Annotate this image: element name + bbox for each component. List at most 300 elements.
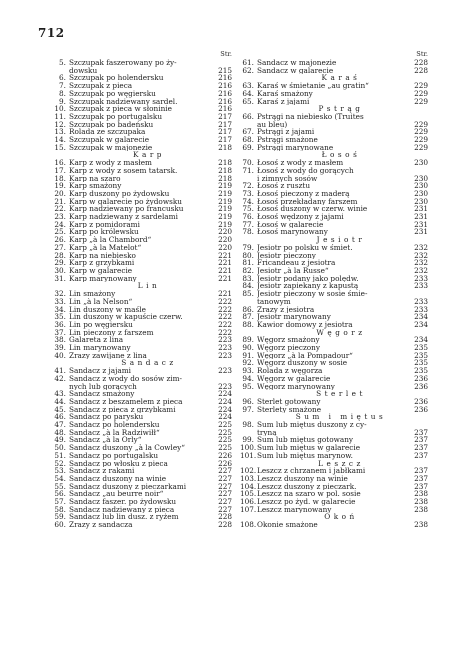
entry-page: 233 bbox=[414, 304, 428, 314]
entry-number: 32. bbox=[54, 289, 66, 299]
toc-entry bbox=[52, 390, 232, 398]
entry-number: 43. bbox=[54, 389, 66, 399]
entry-page: 219 bbox=[218, 219, 232, 229]
toc-entry bbox=[52, 521, 232, 529]
entry-number: 21. bbox=[54, 196, 66, 206]
entry-number: 54. bbox=[54, 473, 66, 483]
entry-page: 231 bbox=[414, 212, 428, 222]
toc-entry bbox=[240, 59, 428, 67]
entry-title: Leszcz duszony z pieczark. bbox=[257, 482, 357, 491]
entry-title: Jesiotr podany jako polędw. bbox=[257, 274, 359, 283]
entry-title: Karp marynowany bbox=[69, 274, 137, 283]
entry-title: Karp z wody z sosem tatarsk. bbox=[69, 166, 178, 175]
entry-number: 5. bbox=[59, 58, 66, 67]
entry-title: Leszcz na szaro w pol. sosie bbox=[257, 490, 361, 499]
entry-page: 234 bbox=[414, 335, 428, 345]
entry-title: Karp duszony po żydowsku bbox=[69, 189, 170, 198]
entry-title: Sandacz z wody do sosów zim- bbox=[69, 374, 183, 383]
entry-number: 35. bbox=[54, 312, 66, 322]
toc-entry bbox=[52, 182, 232, 190]
entry-number: 70. bbox=[242, 158, 254, 168]
entry-number: 102. bbox=[240, 466, 257, 476]
entry-title: Karaś z jajami bbox=[257, 97, 310, 106]
entry-title: Jesiotr „à la Russe“ bbox=[257, 266, 329, 275]
entry-number: 26. bbox=[54, 235, 66, 245]
page-column-header: Str. bbox=[416, 50, 428, 58]
entry-title: Sandacz nadziewany z pieca bbox=[69, 505, 175, 514]
toc-entry bbox=[52, 74, 232, 82]
toc-entry-continuation bbox=[240, 121, 428, 129]
entry-number: 14. bbox=[54, 135, 66, 145]
entry-title: Zrazy z jesiotra bbox=[257, 305, 315, 314]
entry-title: Leszcz z chrzanem i jabłkami bbox=[257, 467, 366, 475]
entry-number: 20. bbox=[54, 188, 66, 198]
entry-page: 227 bbox=[218, 504, 232, 514]
entry-number: 53. bbox=[54, 466, 66, 476]
entry-title: Łosoś wędzony z jajami bbox=[257, 213, 344, 221]
entry-title: Szczupak po badeńsku bbox=[69, 120, 154, 129]
entry-page: 231 bbox=[414, 219, 428, 229]
entry-title: i zimnych sosów bbox=[257, 174, 318, 183]
entry-page: 222 bbox=[218, 304, 232, 314]
toc-entry bbox=[240, 398, 428, 406]
entry-number: 51. bbox=[54, 450, 66, 460]
toc-entry bbox=[52, 375, 232, 383]
entry-number: 100. bbox=[240, 443, 257, 453]
section-heading: Sterlet bbox=[316, 389, 366, 399]
entry-title: Zrazy z sandacza bbox=[69, 521, 133, 529]
entry-title: Okonie smażone bbox=[257, 521, 318, 529]
entry-page: 219 bbox=[218, 212, 232, 222]
toc-left-column bbox=[52, 50, 232, 529]
entry-number: 52. bbox=[54, 458, 66, 468]
entry-title: Karp z pomidorami bbox=[69, 220, 140, 229]
entry-page: 217 bbox=[218, 135, 232, 145]
entry-page: 216 bbox=[218, 81, 232, 91]
entry-title: Lin pieczony z farszem bbox=[69, 328, 154, 337]
entry-number: 6. bbox=[59, 73, 66, 83]
toc-entry bbox=[52, 105, 232, 113]
entry-title: Jesiotr marynowany bbox=[257, 313, 331, 321]
entry-title: Lin duszony w kapuście czerw. bbox=[69, 313, 183, 321]
entry-number: 38. bbox=[54, 335, 66, 345]
toc-entry bbox=[240, 336, 428, 344]
toc-entry-continuation bbox=[52, 67, 232, 75]
entry-page: 236 bbox=[414, 381, 428, 391]
entry-number: 56. bbox=[54, 489, 66, 499]
entry-page: 237 bbox=[414, 450, 428, 460]
entry-number: 98. bbox=[242, 420, 254, 430]
toc-entry bbox=[240, 136, 428, 144]
toc-entry bbox=[52, 82, 232, 90]
entry-number: 19. bbox=[54, 181, 66, 191]
entry-number: 71. bbox=[242, 165, 254, 175]
entry-title: Pstrągi smażone bbox=[257, 136, 318, 144]
entry-title: Węgorz smażony bbox=[257, 336, 320, 345]
entry-page: 223 bbox=[218, 343, 232, 353]
entry-number: 45. bbox=[54, 404, 66, 414]
toc-entry bbox=[52, 406, 232, 414]
entry-title: Lin „à la Nelson“ bbox=[69, 297, 133, 306]
entry-page: 227 bbox=[218, 481, 232, 491]
entry-number: 28. bbox=[54, 250, 66, 260]
entry-number: 18. bbox=[54, 173, 66, 183]
entry-page: 237 bbox=[414, 466, 428, 476]
entry-title: Sum lub miętus gotowany bbox=[257, 436, 354, 445]
entry-title: Łosoś z rusztu bbox=[257, 182, 311, 190]
entry-page: 228 bbox=[218, 512, 232, 522]
entry-page: 236 bbox=[414, 373, 428, 383]
entry-title: Sandacz z rakami bbox=[69, 467, 135, 475]
toc-right-column bbox=[240, 50, 428, 529]
entry-title: Karp w galarecie bbox=[69, 266, 133, 275]
entry-page: 220 bbox=[218, 235, 232, 245]
section-heading: Okoń bbox=[324, 512, 358, 522]
entry-number: 50. bbox=[54, 443, 66, 453]
entry-title: Szczupak po węgiersku bbox=[69, 89, 156, 98]
entry-page: 238 bbox=[414, 489, 428, 499]
entry-page: 237 bbox=[414, 481, 428, 491]
entry-page: 223 bbox=[218, 350, 232, 360]
entry-page: 225 bbox=[218, 443, 232, 453]
entry-title: Węgorz „à la Pompadour“ bbox=[257, 351, 353, 360]
entry-number: 72. bbox=[242, 181, 254, 191]
entry-title: Zrazy zawijane z lina bbox=[69, 351, 147, 360]
entry-title: Węgorz pieczony bbox=[257, 344, 321, 352]
toc-entry bbox=[240, 259, 428, 267]
toc-entry bbox=[52, 367, 232, 375]
entry-page: 222 bbox=[218, 319, 232, 329]
entry-page: 226 bbox=[218, 450, 232, 460]
entry-number: 92. bbox=[242, 358, 254, 368]
toc-entry bbox=[240, 436, 428, 444]
toc-entry bbox=[52, 506, 232, 514]
entry-title: Kawior domowy z jesiotra bbox=[257, 320, 353, 329]
toc-entry bbox=[52, 236, 232, 244]
entry-number: 29. bbox=[54, 258, 66, 268]
toc-entry bbox=[240, 490, 428, 498]
entry-number: 24. bbox=[54, 219, 66, 229]
entry-title: Sandacz „à la Radziwiłł“ bbox=[69, 428, 160, 437]
entry-title: Karp po królewsku bbox=[69, 228, 139, 237]
toc-entry bbox=[52, 244, 232, 252]
entry-page: 225 bbox=[218, 435, 232, 445]
entry-page: 229 bbox=[414, 142, 428, 152]
toc-entry bbox=[240, 205, 428, 213]
toc-entry bbox=[240, 467, 428, 475]
entry-title: Pstrągi na niebiesko (Truites bbox=[257, 112, 364, 121]
entry-number: 33. bbox=[54, 296, 66, 306]
entry-page: 225 bbox=[218, 420, 232, 430]
entry-number: 68. bbox=[242, 135, 254, 145]
entry-title: Leszcz po żyd. w galarecie bbox=[257, 498, 356, 506]
entry-number: 37. bbox=[54, 327, 66, 337]
section-heading: Pstrąg bbox=[318, 104, 364, 114]
entry-number: 81. bbox=[242, 258, 254, 268]
entry-number: 64. bbox=[242, 88, 254, 98]
toc-entry bbox=[240, 290, 428, 298]
entry-page: 229 bbox=[414, 96, 428, 106]
toc-entry bbox=[240, 90, 428, 98]
entry-number: 91. bbox=[242, 350, 254, 360]
entry-number: 83. bbox=[242, 273, 254, 283]
entry-number: 8. bbox=[59, 88, 66, 98]
entry-title: Sandacz duszony z pieczarkami bbox=[69, 482, 187, 491]
entry-title: Łosoś w galarecie bbox=[257, 220, 324, 229]
page-column-header: Str. bbox=[220, 50, 232, 58]
entry-title: Lin smażony bbox=[69, 290, 116, 298]
entry-title: Sandacz z pieca z grzybkami bbox=[69, 405, 176, 414]
entry-title: Leszcz marynowany bbox=[257, 505, 332, 514]
entry-number: 44. bbox=[54, 396, 66, 406]
entry-title: Karp na niebiesko bbox=[69, 251, 136, 260]
entry-number: 36. bbox=[54, 319, 66, 329]
entry-title: Karp smażony bbox=[69, 182, 122, 190]
toc-entry bbox=[52, 228, 232, 236]
toc-entry bbox=[52, 98, 232, 106]
entry-page: 215 bbox=[218, 65, 232, 75]
entry-number: 42. bbox=[54, 373, 66, 383]
entry-title: Szczupak po holendersku bbox=[69, 74, 164, 83]
entry-title: Leszcz duszony na winie bbox=[257, 474, 348, 483]
entry-title: Sum lub miętus w galarecie bbox=[257, 444, 361, 452]
section-heading: Węgorz bbox=[316, 327, 366, 337]
entry-page: 224 bbox=[218, 389, 232, 399]
toc-entry bbox=[52, 306, 232, 314]
entry-page: 221 bbox=[218, 289, 232, 299]
entry-page: 216 bbox=[218, 104, 232, 114]
entry-title: Jesiotr pieczony w sosie śmie- bbox=[257, 290, 368, 298]
entry-page: 229 bbox=[414, 88, 428, 98]
entry-number: 12. bbox=[54, 119, 66, 129]
entry-page: 238 bbox=[414, 520, 428, 530]
toc-entry bbox=[52, 483, 232, 491]
entry-title: Szczupak w galarecie bbox=[69, 136, 150, 144]
entry-page: 229 bbox=[414, 135, 428, 145]
entry-number: 73. bbox=[242, 188, 254, 198]
entry-page: 228 bbox=[218, 520, 232, 530]
entry-number: 69. bbox=[242, 142, 254, 152]
toc-entry bbox=[240, 213, 428, 221]
toc-entry bbox=[52, 290, 232, 298]
entry-page: 219 bbox=[218, 196, 232, 206]
entry-title: Sandacz po parysku bbox=[69, 413, 144, 422]
toc-entry bbox=[52, 321, 232, 329]
entry-page: 230 bbox=[414, 196, 428, 206]
entry-page: 232 bbox=[414, 242, 428, 252]
entry-title: Węgorz duszony w sosie bbox=[257, 359, 348, 368]
entry-page: 217 bbox=[218, 127, 232, 137]
toc-entry-continuation bbox=[52, 383, 232, 391]
entry-page: 230 bbox=[414, 158, 428, 168]
entry-title: Szczupak w majonezie bbox=[69, 143, 153, 152]
toc-entry bbox=[240, 244, 428, 252]
entry-number: 94. bbox=[242, 373, 254, 383]
entry-number: 90. bbox=[242, 343, 254, 353]
entry-page: 225 bbox=[218, 427, 232, 437]
entry-number: 86. bbox=[242, 304, 254, 314]
toc-entry bbox=[240, 128, 428, 136]
entry-title: Sandacz smażony bbox=[69, 390, 135, 398]
toc-entry bbox=[52, 213, 232, 221]
entry-page: 221 bbox=[218, 258, 232, 268]
entry-number: 57. bbox=[54, 497, 66, 507]
entry-page: 235 bbox=[414, 350, 428, 360]
entry-number: 9. bbox=[59, 96, 66, 106]
toc-entry bbox=[52, 113, 232, 121]
toc-entry bbox=[52, 59, 232, 67]
toc-entry-continuation bbox=[240, 298, 428, 306]
toc-entry bbox=[240, 344, 428, 352]
entry-page: 219 bbox=[218, 181, 232, 191]
entry-title: Karp nadziewany po francusku bbox=[69, 205, 184, 214]
entry-title: Jesiotr zapiekany z kapustą bbox=[257, 282, 359, 291]
entry-title: Sum lub miętus marynow. bbox=[257, 451, 353, 460]
entry-number: 103. bbox=[240, 473, 257, 483]
toc-entry bbox=[52, 329, 232, 337]
entry-title: Sandacz „au beurre noir“ bbox=[69, 490, 164, 499]
entry-page: 221 bbox=[218, 265, 232, 275]
entry-title: Lin duszony w maśle bbox=[69, 305, 146, 314]
toc-entry bbox=[52, 259, 232, 267]
toc-entry bbox=[240, 359, 428, 367]
toc-entry bbox=[52, 167, 232, 175]
section-heading: Lin bbox=[137, 281, 161, 291]
entry-page: 222 bbox=[218, 312, 232, 322]
entry-title: Karp na szaro bbox=[69, 174, 121, 183]
entry-page: 228 bbox=[414, 58, 428, 67]
entry-title: Łosoś marynowany bbox=[257, 228, 328, 237]
entry-page: 223 bbox=[218, 381, 232, 391]
entry-title: Karaś w śmietanie „au gratin“ bbox=[257, 82, 369, 90]
entry-title: Karp w galarecie po żydowsku bbox=[69, 197, 182, 206]
entry-page: 231 bbox=[414, 227, 428, 237]
entry-number: 89. bbox=[242, 335, 254, 345]
entry-title: au bleu) bbox=[257, 120, 288, 129]
entry-number: 99. bbox=[242, 435, 254, 445]
entry-page: 224 bbox=[218, 404, 232, 414]
entry-page: 219 bbox=[218, 188, 232, 198]
entry-number: 13. bbox=[54, 127, 66, 137]
entry-number: 63. bbox=[242, 81, 254, 91]
entry-title: Lin po węgiersku bbox=[69, 320, 133, 329]
entry-page: 227 bbox=[218, 473, 232, 483]
entry-page: 238 bbox=[414, 504, 428, 514]
toc-entry bbox=[240, 352, 428, 360]
entry-page: 218 bbox=[218, 142, 232, 152]
entry-title: Sandacz „à la Orly“ bbox=[69, 436, 142, 445]
toc-entry bbox=[52, 198, 232, 206]
entry-title: Sandacz z jajami bbox=[69, 367, 131, 375]
entry-title: Łosoś z wody z masłem bbox=[257, 159, 344, 167]
entry-title: Sandacz lub lin dusz. z ryżem bbox=[69, 513, 179, 522]
entry-page: 227 bbox=[218, 497, 232, 507]
entry-page: 224 bbox=[218, 396, 232, 406]
entry-page: 228 bbox=[414, 65, 428, 75]
toc-entry bbox=[240, 159, 428, 167]
entry-title: Łosoś pieczony z maderą bbox=[257, 189, 350, 198]
toc-entry bbox=[52, 498, 232, 506]
entry-page: 231 bbox=[414, 204, 428, 214]
entry-title: Łosoś przekładany farszem bbox=[257, 197, 358, 206]
entry-title: Rolada ze szczupaka bbox=[69, 128, 146, 137]
entry-title: Pstrągi z jajami bbox=[257, 128, 315, 137]
toc-entry bbox=[240, 167, 428, 175]
entry-page: 219 bbox=[218, 204, 232, 214]
entry-page: 233 bbox=[414, 273, 428, 283]
toc-entry bbox=[240, 367, 428, 375]
entry-number: 27. bbox=[54, 242, 66, 252]
entry-title: Karp z wody z masłem bbox=[69, 159, 152, 167]
toc-entry bbox=[240, 275, 428, 283]
entry-number: 58. bbox=[54, 504, 66, 514]
section-heading: Karp bbox=[133, 150, 165, 160]
entry-number: 97. bbox=[242, 404, 254, 414]
page-number: 712 bbox=[38, 26, 65, 40]
entry-number: 85. bbox=[242, 289, 254, 299]
entry-title: Karp nadziewany z sardelami bbox=[69, 213, 178, 221]
entry-page: 232 bbox=[414, 265, 428, 275]
entry-number: 39. bbox=[54, 343, 66, 353]
section-heading: Sandacz bbox=[121, 358, 177, 368]
entry-number: 31. bbox=[54, 273, 66, 283]
entry-number: 59. bbox=[54, 512, 66, 522]
toc-entry bbox=[240, 182, 428, 190]
entry-number: 48. bbox=[54, 427, 66, 437]
entry-page: 230 bbox=[414, 188, 428, 198]
toc-entry bbox=[240, 282, 428, 290]
entry-page: 218 bbox=[218, 173, 232, 183]
entry-title: Jesiotr pieczony bbox=[257, 251, 316, 260]
toc-entry bbox=[52, 460, 232, 468]
entry-page: 218 bbox=[218, 165, 232, 175]
entry-title: Szczupak faszerowany po ży- bbox=[69, 59, 177, 67]
entry-title: Szczupak z pieca w słoninie bbox=[69, 105, 172, 113]
entry-number: 11. bbox=[54, 111, 66, 121]
entry-page: 238 bbox=[414, 497, 428, 507]
toc-entry bbox=[52, 267, 232, 275]
toc-entry bbox=[52, 344, 232, 352]
entry-title: Sandacz z beszamelem z pieca bbox=[69, 397, 183, 406]
entry-title: tryną bbox=[257, 428, 277, 437]
toc-entry bbox=[52, 413, 232, 421]
entry-page: 224 bbox=[218, 412, 232, 422]
entry-number: 15. bbox=[54, 142, 66, 152]
entry-title: Karp „à la Chambord“ bbox=[69, 236, 152, 244]
entry-page: 216 bbox=[218, 96, 232, 106]
toc-entry bbox=[240, 313, 428, 321]
entry-number: 47. bbox=[54, 420, 66, 430]
entry-page: 226 bbox=[218, 458, 232, 468]
entry-number: 108. bbox=[240, 520, 257, 530]
entry-title: dowsku bbox=[69, 66, 98, 75]
toc-entry bbox=[240, 221, 428, 229]
entry-number: 66. bbox=[242, 111, 254, 121]
toc-entry bbox=[52, 429, 232, 437]
entry-page: 217 bbox=[218, 119, 232, 129]
entry-title: Węgorz w galarecie bbox=[257, 374, 331, 383]
toc-entry bbox=[52, 190, 232, 198]
toc-entry bbox=[52, 128, 232, 136]
toc-entry-continuation bbox=[240, 175, 428, 183]
entry-number: 7. bbox=[59, 81, 66, 91]
entry-page: 218 bbox=[218, 158, 232, 168]
entry-number: 76. bbox=[242, 212, 254, 222]
entry-title: Sandacz w majonezie bbox=[257, 59, 337, 67]
entry-page: 229 bbox=[414, 119, 428, 129]
toc-entry bbox=[52, 313, 232, 321]
toc-entry bbox=[240, 521, 428, 529]
